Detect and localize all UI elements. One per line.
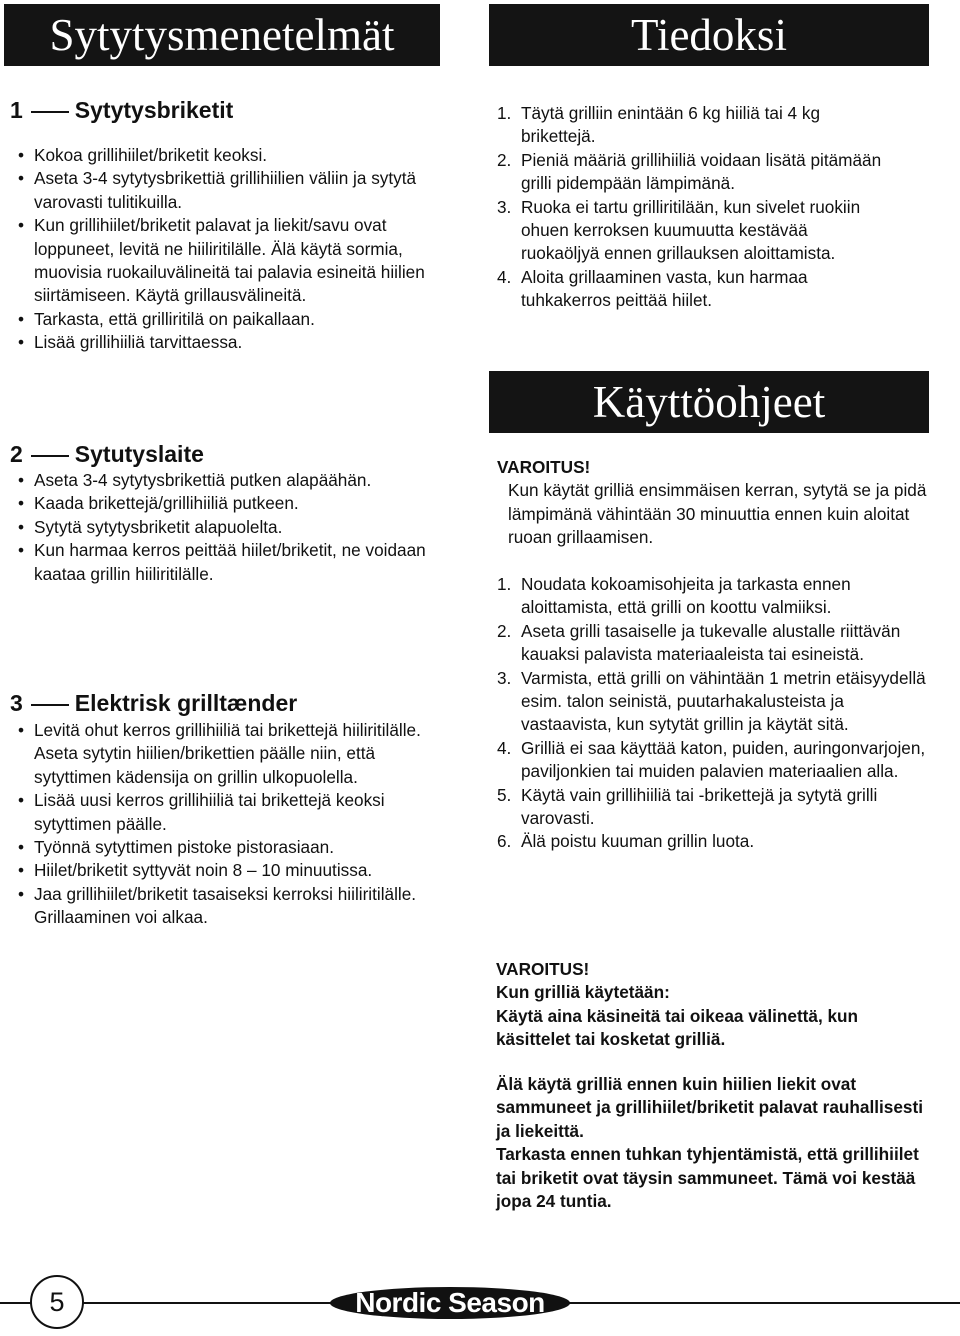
list-item: • Kun harmaa kerros peittää hiilet/briketit, ne voidaan kaataa grillin hiiliritilälle. [10, 539, 450, 586]
section-sytytysbriketit [10, 96, 450, 355]
warning-text: Älä käytä grilliä ennen kuin hiilien liekit ovat sammuneet ja grillihiilet/briketit palavat rauhallisesti ja liekeittä. [496, 1074, 923, 1141]
section-sytutyslaite [10, 440, 450, 586]
item-number: 6. [497, 831, 512, 852]
list-item: • Työnnä sytyttimen pistoke pistorasiaan. [10, 836, 430, 859]
list-item: • Sytytä sytytysbriketit alapuolelta. [10, 516, 450, 539]
warning-text: Käytä aina käsineitä tai oikeaa välinettä, kun käsittelet tai kosketat grilliä. [496, 1005, 859, 1050]
warning-text: Tarkasta ennen tuhkan tyhjentämistä, että grillihiilet tai briketit ovat täysin sammuneet. Tämä voi kestää jopa 24 tuntia. [496, 1144, 919, 1212]
list-item: • Lisää grillihiiliä tarvittaessa. [10, 331, 450, 354]
bullet-list [10, 719, 430, 930]
list-item: • Tarkasta, että grilliritilä on paikallaan. [10, 308, 450, 331]
item-text: Noudata kokoamisohjeita ja tarkasta ennen aloittamista, että grilli on koottu valmiiksi. [521, 574, 851, 618]
list-item: • Aseta 3-4 sytytysbrikettiä putken alapäähän. [10, 469, 450, 492]
section-banner-tiedoksi: Tiedoksi [489, 4, 929, 66]
section-banner-kayttoohjeet: Käyttöohjeet [489, 371, 929, 433]
item-number: 5. [497, 784, 512, 805]
section-number: 1 [10, 97, 23, 123]
item-text: Käytä vain grillihiiliä tai -brikettejä ja sytytä grilli varovasti. [521, 784, 878, 829]
list-item [489, 102, 889, 149]
page-number: 5 [30, 1275, 84, 1329]
list-item [489, 149, 889, 196]
numbered-list [489, 102, 889, 313]
warning-first-use [497, 456, 927, 550]
warning-label: VAROITUS! [496, 959, 590, 979]
list-item [489, 266, 889, 313]
item-text: Aseta grilli tasaiselle ja tukevalle alustalle riittävän kauaksi palavista materiaaleista tai esineistä. [521, 620, 901, 665]
section-heading [10, 96, 450, 124]
item-number: 1. [497, 103, 512, 123]
dash [31, 704, 69, 707]
item-number: 4. [497, 266, 512, 287]
list-item [489, 620, 929, 667]
list-item [489, 573, 929, 620]
item-text: Älä poistu kuuman grillin luota. [521, 831, 755, 852]
warning-during-use [496, 958, 926, 1052]
list-item: • Kun grillihiilet/briketit palavat ja liekit/savu ovat loppuneet, levitä ne hiiliritilälle. Älä käytä sormia, muovisia ruokailuvälineitä tai palavia esineitä hiilien siirtämiseen. Käytä grillausvälineitä. [10, 214, 450, 308]
bullet-list [10, 144, 450, 355]
section-heading [10, 440, 450, 468]
warning-subheading: Kun grilliä käytetään: [496, 982, 670, 1003]
item-text: Ruoka ei tartu grilliritilään, kun sivelet ruokiin ohuen kerroksen kuumuutta kestävää ruokaöljyä ennen grillauksen aloittamista. [521, 196, 861, 264]
list-item [489, 784, 929, 831]
section-banner-sytytysmenetelmat: Sytytysmenetelmät [4, 4, 440, 66]
section-title: Sytytysbriketit [74, 97, 234, 123]
item-text: Varmista, että grilli on vähintään 1 metrin etäisyydellä esim. talon seinistä, puutarhakalusteista ja vastaavista, kun sytytät grillin ja käytät sitä. [521, 667, 926, 735]
section-number: 3 [10, 690, 23, 716]
item-number: 2. [497, 149, 512, 170]
item-number: 2. [497, 620, 512, 641]
warning-ashes [496, 1073, 926, 1213]
dash [31, 455, 69, 458]
item-number: 4. [497, 737, 512, 758]
section-title: Elektrisk grilltænder [74, 690, 298, 716]
item-text: Grilliä ei saa käyttää katon, puiden, auringonvarjojen, paviljonkien tai muiden palavien materiaalien alla. [521, 737, 926, 782]
list-item: • Jaa grillihiilet/briketit tasaiseksi kerroksi hiiliritilälle. Grillaaminen voi alkaa. [10, 883, 430, 930]
warning-label: VAROITUS! [497, 457, 591, 477]
item-number: 3. [497, 196, 512, 217]
warning-text: Kun käytät grilliä ensimmäisen kerran, sytytä se ja pidä lämpimänä vähintään 30 minuuttia ennen kuin aloitat ruoan grillaamisen. [508, 480, 927, 548]
section-elektrisk-grilltaender [10, 689, 430, 930]
brand-logo: Nordic Season [330, 1287, 570, 1319]
item-text: Aloita grillaaminen vasta, kun harmaa tuhkakerros peittää hiilet. [521, 266, 808, 311]
list-item: • Kaada brikettejä/grillihiiliä putkeen. [10, 492, 450, 515]
section-title: Sytutyslaite [74, 441, 204, 467]
section-number: 2 [10, 441, 23, 467]
list-item [489, 830, 929, 853]
section-heading [10, 689, 430, 717]
item-text: Täytä grilliin enintään 6 kg hiiliä tai 4 kg brikettejä. [521, 103, 821, 147]
list-item [489, 667, 929, 737]
item-number: 1. [497, 574, 512, 594]
list-item: • Aseta 3-4 sytytysbrikettiä grillihiilien väliin ja sytytä varovasti tulitikuilla. [10, 167, 450, 214]
item-text: Pieniä määriä grillihiiliä voidaan lisätä pitämään grilli pidempään lämpimänä. [521, 149, 882, 194]
bullet-list [10, 469, 450, 586]
list-item: • Levitä ohut kerros grillihiiliä tai brikettejä hiiliritilälle. Aseta sytytin hiilien/brikettien päälle niin, että sytyttimen kädensija on grillin ulkopuolella. [10, 719, 430, 789]
list-item: • Kokoa grillihiilet/briketit keoksi. [10, 144, 450, 167]
usage-steps-block [489, 573, 929, 854]
list-item: • Hiilet/briketit syttyvät noin 8 – 10 minuutissa. [10, 859, 430, 882]
tiedoksi-list-block [489, 102, 889, 313]
item-number: 3. [497, 667, 512, 688]
list-item [489, 737, 929, 784]
list-item [489, 196, 889, 266]
numbered-list [489, 573, 929, 854]
dash [31, 111, 69, 114]
list-item: • Lisää uusi kerros grillihiiliä tai brikettejä keoksi sytyttimen päälle. [10, 789, 430, 836]
